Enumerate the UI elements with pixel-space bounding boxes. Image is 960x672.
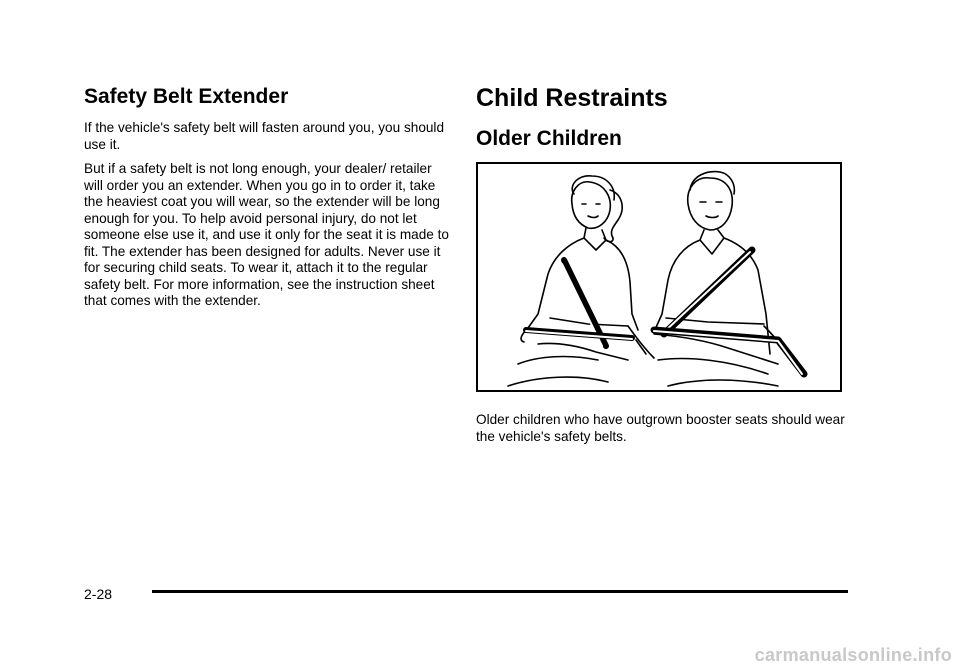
children-seated-illustration	[478, 164, 840, 390]
paragraph-2: But if a safety belt is not long enough, your dealer/ retailer will order you an extender. When you go in to order it, take the heaviest coat you will wear, so the extender will be long enough for you. To help avoid personal injury, do not let someone else use it, and use it only for the seat it is made to fit. The extender has been designed for adults. Never use it for securing child seats. To wear it, attach it to the regular safety belt. For more information, see the instruction sheet that comes with the extender.	[84, 161, 449, 308]
figure-caption: Older children who have outgrown booster seats should wear the vehicle's safety belts.	[476, 412, 845, 444]
subheading-older-children: Older Children	[476, 127, 622, 150]
left-column	[84, 84, 452, 318]
chapter-title: Child Restraints	[476, 84, 668, 112]
watermark-text: carmanualsonline.info	[754, 645, 952, 665]
page-number: 2-28	[84, 586, 113, 602]
illustration-children-wearing-belts	[476, 162, 842, 392]
paragraph-1: If the vehicle's safety belt will fasten around you, you should use it.	[84, 120, 445, 152]
section-heading-safety-belt-extender: Safety Belt Extender	[84, 85, 289, 108]
right-column	[476, 82, 856, 453]
footer-rule	[152, 590, 848, 593]
